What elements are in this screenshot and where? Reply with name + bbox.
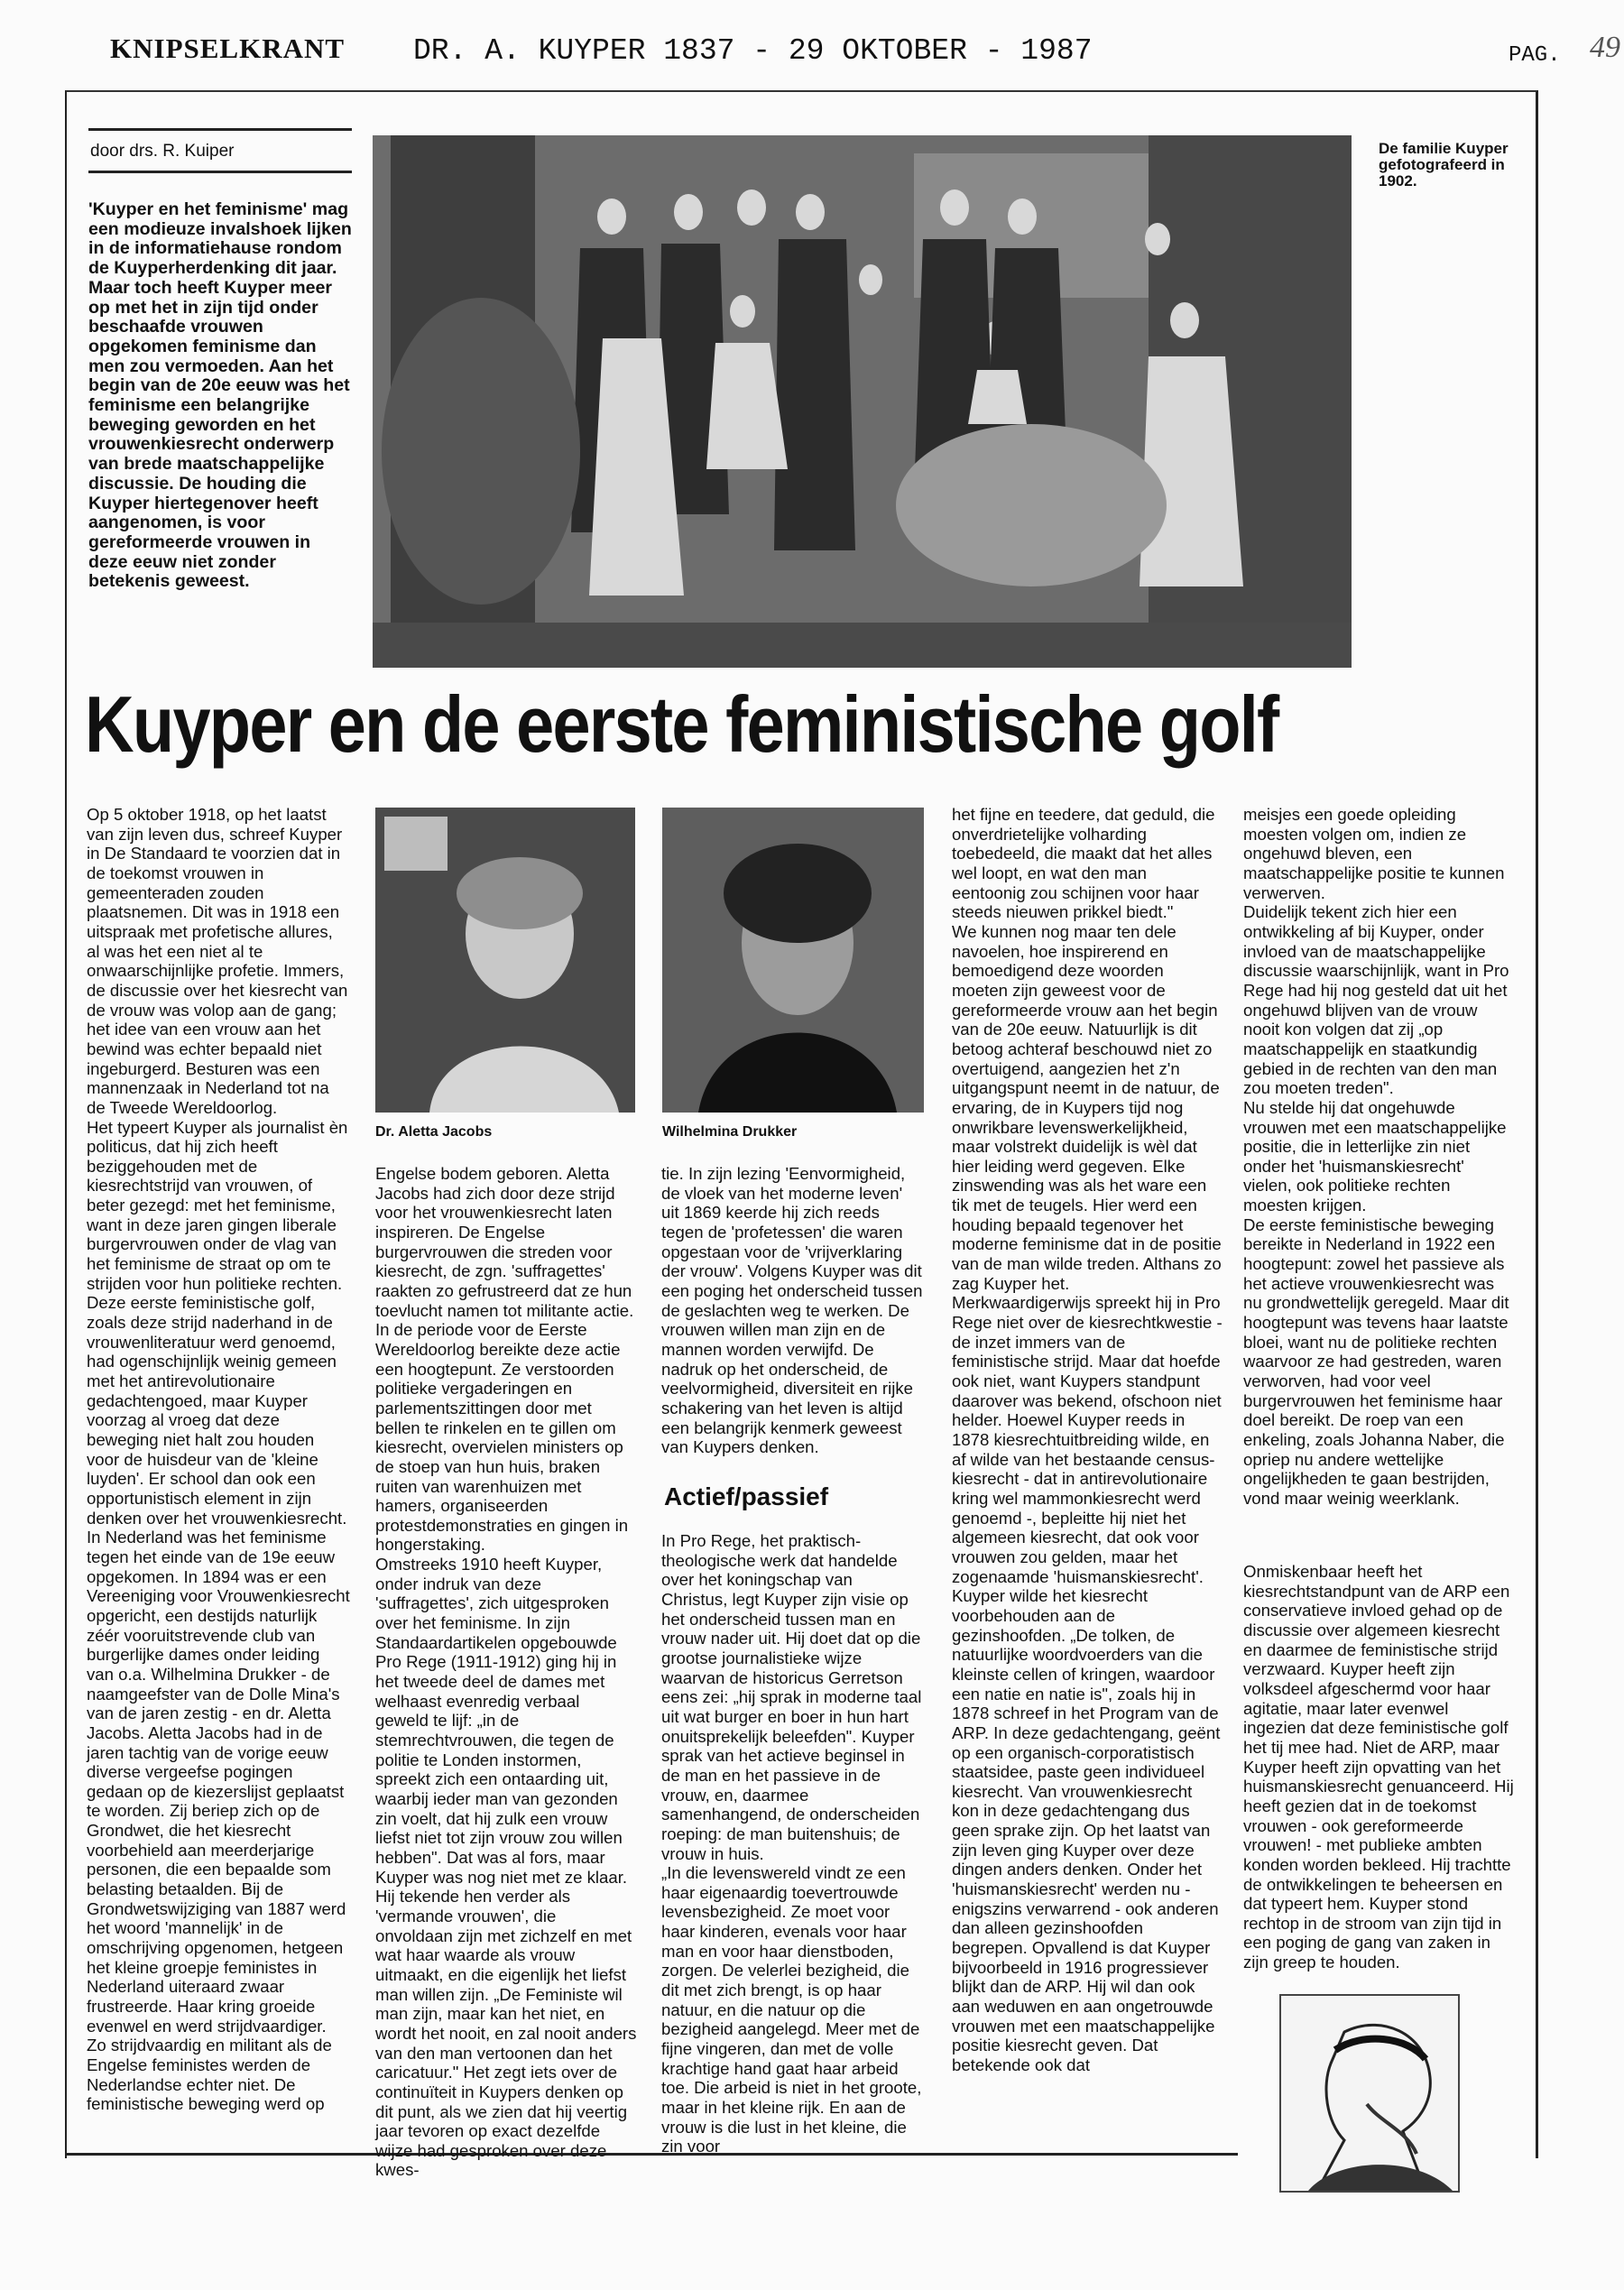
column-3-continued: In Pro Rege, het praktisch-theologische werk dat handelde over het koningschap van Christus, legt Kuyper zijn visie op het onderscheid tussen man en vrouw nader uit. Hij doet dat op die grootse journalistieke wijze waarvan de historicus Gerretson eens zei: „hij sprak in moderne taal uit wat burger en boer in hun hart onuitsprekelijk beleefden". Kuyper sprak van het actieve beginsel in de man en het passieve in de vrouw, en, daarmee samenhangend, de onderscheiden roeping: de man buitenshuis; de vrouw in huis. „In die levenswereld vindt ze een haar eigenaardig toevertrouwde levensbezigheid. Ze moet voor haar kinderen, evenals voor haar man en voor haar dienstboden, zorgen. De velerlei bezigheid, die dit met zich brengt, is op haar natuur, en die natuur op die bezigheid aangelegd. Meer met de fijne vingeren, dan met de volle krachtige hand gaat haar arbeid toe. Die arbeid is niet in het groote, maar in het kleine rijk. En aan de vrouw is die lust in het kleine, die zin voor <box>661 1531 922 2156</box>
headline: Kuyper en de eerste feministische golf <box>85 679 1278 769</box>
page-label: PAG. <box>1509 43 1561 68</box>
portrait-caption-left: Dr. Aletta Jacobs <box>375 1124 493 1140</box>
byline: door drs. R. Kuiper <box>88 128 352 173</box>
photo-caption: De familie Kuyper gefotografeerd in 1902. <box>1379 140 1509 189</box>
column-3: tie. In zijn lezing 'Eenvormigheid, de vloek van het moderne leven' uit 1869 keerde hij zich reeds tegen de 'profetessen' die waren opgestaan voor de 'vrijverklaring der vrouw'. Volgens Kuyper was dit een poging het onderscheid tussen de geslachten weg te werken. De vrouwen willen man zijn en de mannen worden verwijfd. De nadruk op het onderscheid, de veelvormigheid, diversiteit en rijke schakering van het leven is altijd een belangrijk kenmerk geweest van Kuypers denken. <box>661 1164 923 1457</box>
column-5: meisjes een goede opleiding moesten volgen om, indien ze ongehuwd bleven, een maatschappelijke positie te kunnen verwerven. Duidelijk tekent zich hier een ontwikkeling af bij Kuyper, onder invloed van de maatschappelijke discussie waarschijnlijk, want in Pro Rege had hij nog gesteld dat uit het ongehuwd blijven van de vrouw nooit kon volgen dat zij „op maatschappelijk en staatkundig gebied in de rechten van den man zou moeten treden". Nu stelde hij dat ongehuwde vrouwen met een maatschappelijke positie, die in letterlijke zin niet onder het 'huismanskiesrecht' vielen, ook politieke rechten moesten krijgen. De eerste feministische beweging bereikte in Nederland in 1922 een hoogtepunt: zowel het passieve als het actieve vrouwenkiesrecht was nu grondwettelijk geregeld. Maar dit hoogtepunt was tevens haar laatste bloei, want nu de politieke rechten waarvoor ze had gestreden, waren verworven, had voor veel burgervrouwen het feminisme haar doel bereikt. De roep van een enkeling, zoals Johanna Naber, die opriep nu andere wettelijke ongelijkheden te gaan bestrijden, vond maar weinig weerklank. <box>1243 805 1509 1508</box>
portrait-aletta-jacobs <box>375 808 635 1113</box>
subheading: Actief/passief <box>664 1482 829 1510</box>
column-2: Engelse bodem geboren. Aletta Jacobs had zich door deze strijd voor het vrouwenkiesrecht laten inspireren. De Engelse burgervrouwen die streden voor kiesrecht, de zgn. 'suffragettes' raakten zo gefrustreerd dat ze hun toevlucht namen tot militante actie. In de periode voor de Eerste Wereldoorlog bereikte deze actie een hoogtepunt. Ze verstoorden politieke vergaderingen en parlementszittingen door met bellen te rinkelen en te gillen om kiesrecht, overvielen ministers op de stoep van hun huis, braken ruiten van warenhuizen met hamers, organiseerden protestdemonstraties en gingen in hongerstaking. Omstreeks 1910 heeft Kuyper, onder indruk van deze 'suffragettes', zich uitgesproken over het feminisme. In zijn Standaardartikelen opgebouwde Pro Rege (1911-1912) ging hij in het tweede deel de dames met welhaast evenredig verbaal geweld te lijf: „in de stemrechtvrouwen, die tegen de politie te Londen instormen, spreekt zich een ontaarding uit, waarbij ieder man van gezonden zin voelt, dat hij zulk een vrouw liefst niet tot zijn vrouw zou willen hebben". Dat was al fors, maar Kuyper was nog niet met ze klaar. Hij tekende hen verder als 'vermande vrouwen', die onvoldaan zijn met zichzelf en met wat haar waarde als vrouw uitmaakt, en die eigenlijk het liefst man willen zijn. „De Feministe wil man zijn, maar kan het niet, en wordt het nooit, en zal nooit anders van den man vertoonen dan het caricatuur." Het zegt iets over de continuïteit in Kuypers denken op dit punt, als we zien dat hij veertig jaar tevoren op exact dezelfde wijze had gesproken over deze kwes- <box>375 1164 637 2180</box>
column-5-continued: Onmiskenbaar heeft het kiesrechtstandpunt van de ARP een conservatieve invloed gehad op de discussie over algemeen kiesrecht en daarmee de feministische strijd verzwaard. Kuyper heeft zijn volksdeel afgeschermd voor haar agitatie, maar later evenwel ingezien dat deze feministische golf het tij mee had. Niet de ARP, maar Kuyper heeft zijn opvatting van het huismanskiesrecht genuanceerd. Hij heeft gezien dat in de toekomst vrouwen - ook gereformeerde vrouwen! - met publieke ambten konden worden bekleed. Hij trachtte de ontwikkelingen te beheersen en dat typeert hem. Kuyper stond rechtop in de stroom van zijn tijd in een poging de gang van zaken in zijn greep te houden. <box>1243 1562 1514 1972</box>
clipping-header <box>0 31 1624 85</box>
column-1: Op 5 oktober 1918, op het laatst van zijn leven dus, schreef Kuyper in De Standaard te voorzien dat in de toekomst vrouwen in gemeenteraden zouden plaatsnemen. Dit was in 1918 een uitspraak met profetische allures, al was het een niet al te onwaarschijnlijke profetie. Immers, de discussie over het kiesrecht van de vrouw was volop aan de gang; het idee van een vrouw aan het bewind was echter bepaald niet ingeburgerd. Besturen was een mannenzaak in Nederland tot na de Tweede Wereldoorlog. Het typeert Kuyper als journalist èn politicus, dat hij zich heeft beziggehouden met de kiesrechtstrijd van vrouwen, of beter gezegd: met het feminisme, want in deze jaren gingen liberale burgervrouwen onder de vlag van het feminisme de straat op om te strijden voor hun politieke rechten. Deze eerste feministische golf, zoals deze strijd naderhand in de vrouwenliteratuur werd genoemd, had ogenschijnlijk weinig gemeen met het antirevolutionaire gedachtengoed, maar Kuyper voorzag al vroeg dat deze beweging niet halt zou houden voor de huisdeur van de 'kleine luyden'. Er school dan ook een opportunistisch element in zijn denken over het vrouwenkiesrecht. In Nederland was het feminisme tegen het einde van de 19e eeuw opgekomen. In 1894 was er een Vereeniging voor Vrouwenkiesrecht opgericht, een destijds naturlijk zéér vooruitstrevende club van burgerlijke dames onder leiding van o.a. Wilhelmina Drukker - de naamgeefster van de Dolle Mina's van de jaren zestig - en dr. Aletta Jacobs. Aletta Jacobs had in de jaren tachtig van de vorige eeuw diverse vergeefse pogingen gedaan op de kiezerslijst geplaatst te worden. Zij beriep zich op de Grondwet, die het kiesrecht voorbehield aan meerderjarige personen, die een bepaalde som belasting betaalden. Bij de Grondwetswijziging van 1887 werd het woord 'mannelijk' in de omschrijving opgenomen, hetgeen het kleine groepje feministes in Nederland uiteraard zwaar frustreerde. Haar kring groeide evenwel en werd strijdvaardiger. Zo strijdvaardig en militant als de Engelse feministes werden de Nederlandse echter niet. De feministische beweging werd op <box>87 805 350 2114</box>
clipping-bottom-rule <box>65 2153 1238 2156</box>
kuyper-sketch <box>1279 1994 1460 2193</box>
header-title: DR. A. KUYPER 1837 - 29 OKTOBER - 1987 <box>413 34 1093 68</box>
page-number: 49 <box>1590 31 1620 64</box>
source-label: KNIPSELKRANT <box>110 32 346 64</box>
intro-text: 'Kuyper en het feminisme' mag een modieuze invalshoek lijken in de informatiehause rondom de Kuyperherdenking dit jaar. Maar toch heeft Kuyper meer op met het in zijn tijd onder beschaafde vrouwen opgekomen feminisme dan men zou vermoeden. Aan het begin van de 20e eeuw was het feminisme een belangrijke beweging geworden en het vrouwenkiesrecht onderwerp van brede maatschappelijke discussie. De houding die Kuyper hiertegenover heeft aangenomen, is voor gereformeerde vrouwen in deze eeuw niet zonder betekenis geweest. <box>88 199 352 592</box>
family-photo <box>373 135 1352 668</box>
column-4: het fijne en teedere, dat geduld, die onverdrietelijke volharding toebedeeld, die maakt dat het alles wel loopt, en wat den man eentoonig zou schijnen voor haar steeds nieuwen prikkel biedt." We kunnen nog maar ten dele navoelen, hoe inspirerend en bemoedigend deze woorden moeten zijn geweest voor de gereformeerde vrouw aan het begin van de 20e eeuw. Natuurlijk is dit betoog achteraf beschouwd niet zo overtuigend, aangezien het z'n uitgangspunt neemt in de natuur, de ervaring, de in Kuypers tijd nog onwrikbare levenswerkelijkheid, maar volstrekt duidelijk is wèl dat hier leiding werd gegeven. Elke zinswending was als het ware een tik met de teugels. Hier werd een houding bepaald tegenover het moderne feminisme dat in de positie van de man wilde treden. Althans zo zag Kuyper het. Merkwaardigerwijs spreekt hij in Pro Rege niet over de kiesrechtkwestie - de inzet immers van de feministische strijd. Maar dat hoefde ook niet, want Kuypers standpunt daarover was bekend, ofschoon niet helder. Hoewel Kuyper reeds in 1878 kiesrechtuitbreiding wilde, en af wilde van het bestaande census-kiesrecht - dat in antirevolutionaire kring wel mammonkiesrecht werd genoemd -, bepleitte hij niet het algemeen kiesrecht, dat ook voor vrouwen zou gelden, maar het zogenaamde 'huismanskiesrecht'. Kuyper wilde het kiesrecht voorbehouden aan de gezinshoofden. „De tolken, de natuurlijke woordvoerders van die kleinste cellen of kringen, waardoor een natie en natie is", zoals hij in 1878 schreef in het Program van de ARP. In deze gedachtengang, geënt op een organisch-corporatistisch staatsidee, paste geen individueel kiesrecht. Van vrouwenkiesrecht kon in deze gedachtengang dus geen sprake zijn. Op het laatst van zijn leven ging Kuyper over deze dingen anders denken. Onder het 'huismanskiesrecht' werden nu - enigszins verwarrend - ook anderen dan alleen gezinshoofden begrepen. Opvallend is dat Kuyper bijvoorbeeld in 1916 progressiever blijkt dan de ARP. Hij wil dan ook aan weduwen en aan ongetrouwde vrouwen met een maatschappelijke positie kiesrecht geven. Dat betekende ook dat <box>952 805 1223 2074</box>
portrait-wilhelmina-drukker <box>662 808 924 1113</box>
portrait-caption-right: Wilhelmina Drukker <box>662 1124 798 1140</box>
